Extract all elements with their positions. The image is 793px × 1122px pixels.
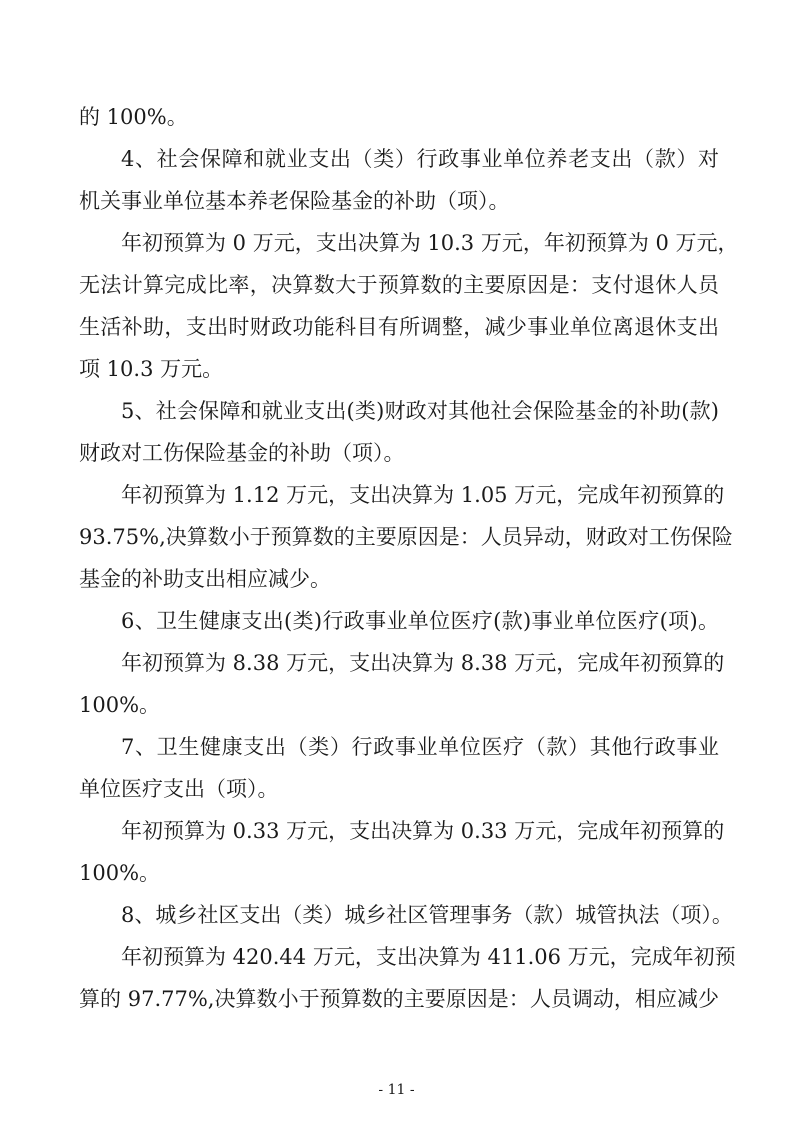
paragraph-line: 项 10.3 万元。 — [79, 357, 224, 381]
section-heading-6: 6、卫生健康支出(类)行政事业单位医疗(款)事业单位医疗(项)。 — [121, 609, 719, 633]
section-heading-7: 7、卫生健康支出（类）行政事业单位医疗（款）其他行政事业 — [121, 735, 719, 759]
text-line: 财政对工伤保险基金的补助（项）。 — [79, 441, 405, 465]
paragraph-line: 无法计算完成比率，决算数大于预算数的主要原因是：支付退休人员 — [79, 273, 719, 297]
section-heading-4: 4、社会保障和就业支出（类）行政事业单位养老支出（款）对 — [121, 147, 719, 171]
paragraph-line: 93.75%,决算数小于预算数的主要原因是：人员异动，财政对工伤保险 — [79, 525, 733, 549]
body-text — [79, 96, 739, 1020]
section-heading-5: 5、社会保障和就业支出(类)财政对其他社会保险基金的补助(款) — [121, 399, 719, 423]
text-line: 的 100%。 — [79, 105, 188, 129]
paragraph-line: 生活补助，支出时财政功能科目有所调整，减少事业单位离退休支出 — [79, 315, 719, 339]
paragraph-line: 年初预算为 0.33 万元，支出决算为 0.33 万元，完成年初预算的 — [121, 819, 725, 843]
paragraph-line: 基金的补助支出相应减少。 — [79, 567, 331, 591]
paragraph-line: 100%。 — [79, 693, 161, 717]
paragraph-line: 年初预算为 8.38 万元，支出决算为 8.38 万元，完成年初预算的 — [121, 651, 725, 675]
section-heading-8: 8、城乡社区支出（类）城乡社区管理事务（款）城管执法（项）。 — [121, 903, 733, 927]
text-line: 单位医疗支出（项）。 — [79, 777, 279, 801]
text-line: 机关事业单位基本养老保险基金的补助（项）。 — [79, 189, 510, 213]
paragraph-line: 年初预算为 0 万元，支出决算为 10.3 万元，年初预算为 0 万元， — [121, 231, 739, 255]
page-number: - 11 - — [378, 1082, 415, 1098]
paragraph-line: 年初预算为 420.44 万元，支出决算为 411.06 万元，完成年初预 — [121, 945, 736, 969]
paragraph-line: 算的 97.77%,决算数小于预算数的主要原因是：人员调动，相应减少 — [79, 987, 719, 1011]
paragraph-line: 年初预算为 1.12 万元，支出决算为 1.05 万元，完成年初预算的 — [121, 483, 725, 507]
paragraph-line: 100%。 — [79, 861, 161, 885]
